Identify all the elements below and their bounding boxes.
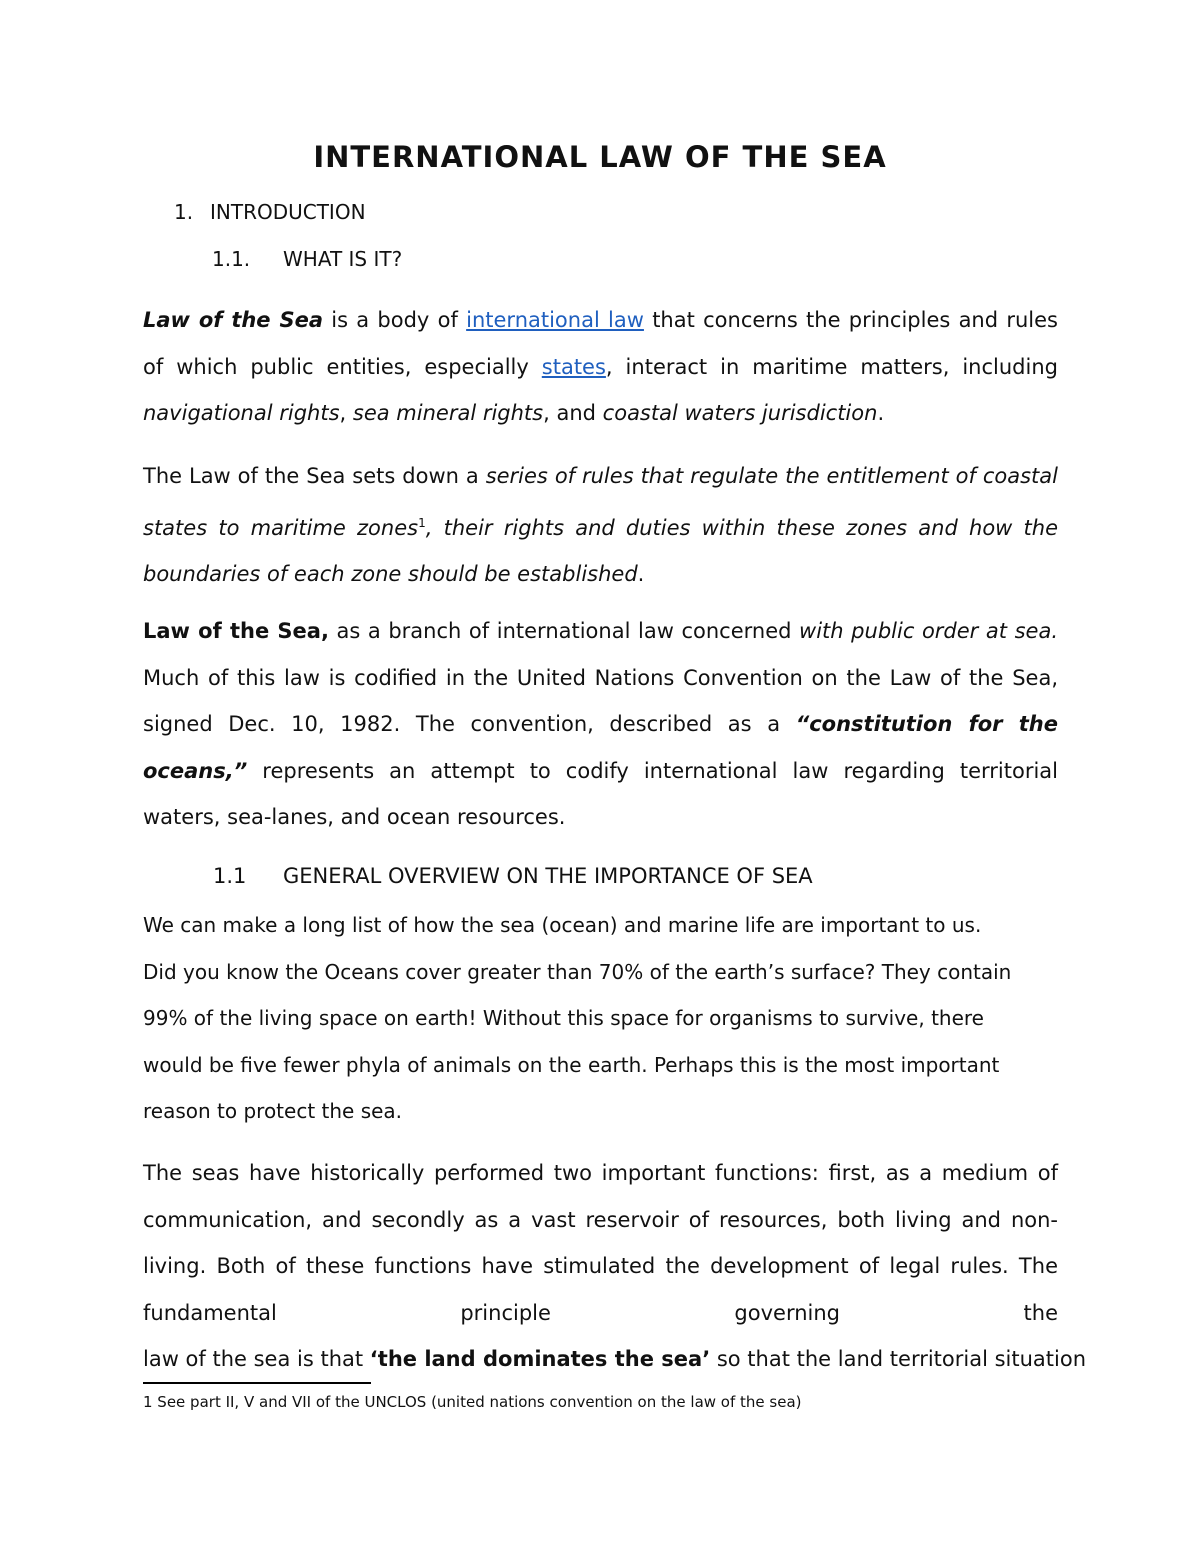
paragraph-line: 99% of the living space on earth! Without this space for organisms to survive, there: [143, 1006, 984, 1031]
subsection-label: WHAT IS IT?: [283, 247, 403, 271]
paragraph-body: The seas have historically performed two important functions: first, as a medium of communication, and secondly as a vast reservoir of resources, both living and non-living. Both of these functions have stimulated the development of legal rules. The fundamental principle governing the: [143, 1161, 1058, 1325]
text-run: law of the sea is that: [143, 1347, 370, 1372]
text-run: Much of this law is codified in the United Nations Convention on the Law of the Sea, signed Dec. 10, 1982. The convention, described as a: [143, 665, 1058, 737]
paragraph-functions: [143, 1150, 1087, 1383]
section-label: GENERAL OVERVIEW ON THE IMPORTANCE OF SEA: [283, 864, 813, 888]
paragraph-importance: [143, 902, 1058, 1135]
text-run: ,: [339, 401, 353, 426]
paragraph-line: Did you know the Oceans cover greater than 70% of the earth’s surface? They contain: [143, 959, 1012, 984]
document-title: INTERNATIONAL LAW OF THE SEA: [313, 140, 887, 174]
text-run: .: [637, 562, 645, 587]
bold-run: ‘the land dominates the sea’: [369, 1347, 711, 1372]
italic-run: coastal waters jurisdiction: [602, 401, 878, 426]
footnote-separator: [143, 1382, 371, 1384]
paragraph-line: would be five fewer phyla of animals on the earth. Perhaps this is the most important: [143, 1052, 1000, 1077]
bold-run: Law of the Sea,: [143, 619, 329, 643]
section-heading-introduction: [174, 200, 366, 224]
paragraph-last-line: [143, 1336, 1087, 1383]
section-number: 1.: [174, 200, 194, 224]
text-run: as a branch of international law concerned: [328, 619, 800, 643]
italic-run: navigational rights: [143, 401, 340, 426]
section-number: 1.1: [213, 864, 247, 888]
text-run: represents an attempt to codify international law regarding territorial waters, sea-lanes, and ocean resources.: [143, 758, 1058, 830]
text-run: , and: [543, 401, 603, 426]
text-run: that concerns the principles and rules of which public entities, especially: [143, 308, 1058, 379]
link-states[interactable]: states: [541, 354, 606, 379]
paragraph-definition: [143, 297, 1058, 437]
paragraph-branch: [143, 608, 1058, 841]
term-law-of-the-sea: Law of the Sea: [143, 308, 323, 332]
text-run: The Law of the Sea sets down a: [143, 464, 486, 488]
text-run: is a body of: [322, 308, 467, 332]
italic-run: with public order at sea.: [799, 619, 1058, 643]
italic-run: series of rules that regulate the entitlement of coastal states to maritime zones: [143, 464, 1058, 540]
section-heading-general-overview: [213, 864, 813, 888]
paragraph-line: We can make a long list of how the sea (ocean) and marine life are important to us.: [143, 913, 982, 937]
paragraph-rules: [143, 453, 1058, 598]
subsection-number: 1.1.: [212, 247, 251, 271]
section-label: INTRODUCTION: [210, 200, 366, 224]
footnote-reference[interactable]: 1: [418, 515, 426, 530]
footnote-text: 1 See part II, V and VII of the UNCLOS (united nations convention on the law of the sea): [143, 1393, 802, 1411]
italic-run: , their rights and duties within these zones and how the boundaries of each zone should be established: [143, 515, 1059, 587]
text-run: , interact in maritime matters, including: [605, 354, 1058, 379]
text-run: .: [877, 401, 885, 426]
paragraph-line: reason to protect the sea.: [143, 1099, 403, 1124]
link-international-law[interactable]: international law: [466, 308, 644, 332]
quote-constitution: “constitution for the oceans,”: [143, 712, 1059, 783]
subsection-heading-what-is-it: [212, 247, 402, 271]
italic-run: sea mineral rights: [352, 401, 544, 426]
text-run: so that the land territorial situation: [710, 1347, 1087, 1372]
